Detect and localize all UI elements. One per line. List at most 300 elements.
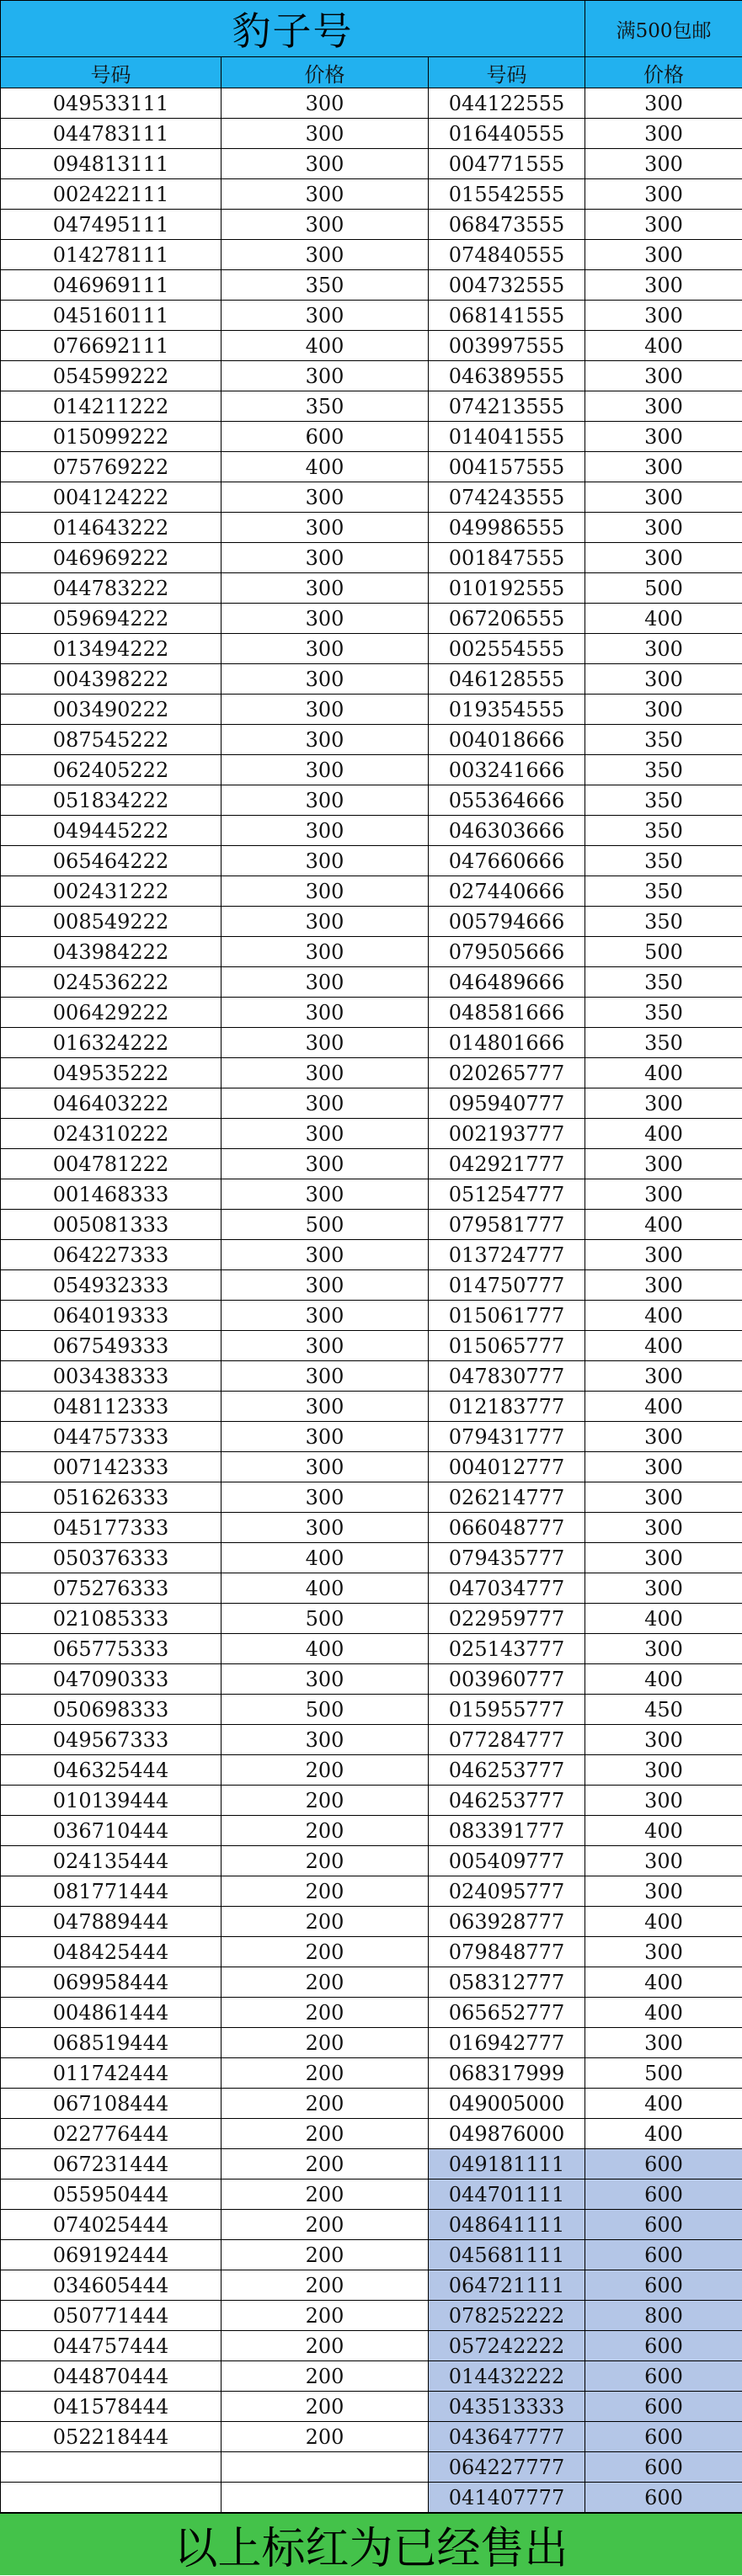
price-cell-left: 200 (222, 2058, 429, 2089)
price-cell-right: 300 (585, 452, 742, 482)
table-row (1, 2270, 742, 2301)
header-number-right: 号码 (429, 57, 585, 88)
price-cell-left: 300 (222, 1452, 429, 1482)
header-price-left: 价格 (222, 57, 429, 88)
table-row (1, 998, 742, 1028)
price-cell-right: 600 (585, 2452, 742, 2483)
number-cell-right: 001847555 (429, 543, 585, 573)
number-cell-right: 079848777 (429, 1937, 585, 1967)
price-cell-left: 300 (222, 119, 429, 149)
price-cell-left: 300 (222, 634, 429, 664)
price-cell-right: 300 (585, 664, 742, 695)
title-row (1, 1, 742, 57)
table-row (1, 210, 742, 240)
table-row (1, 149, 742, 179)
number-cell-right: 003997555 (429, 331, 585, 361)
number-cell-right: 047830777 (429, 1361, 585, 1392)
number-cell-left: 048112333 (1, 1392, 222, 1422)
table-row (1, 1543, 742, 1573)
price-cell-right: 300 (585, 1149, 742, 1179)
price-cell-left: 200 (222, 2089, 429, 2119)
price-cell-left: 200 (222, 1816, 429, 1846)
number-cell-right: 042921777 (429, 1149, 585, 1179)
number-cell-left: 024310222 (1, 1119, 222, 1149)
table-row (1, 2179, 742, 2210)
number-cell-right: 057242222 (429, 2331, 585, 2361)
table-row (1, 1937, 742, 1967)
number-cell-right: 044122555 (429, 88, 585, 119)
number-cell-right: 049181111 (429, 2149, 585, 2179)
table-row (1, 816, 742, 846)
price-cell-right: 400 (585, 1664, 742, 1695)
table-row (1, 2028, 742, 2058)
table-row (1, 2452, 742, 2483)
number-cell-right: 064721111 (429, 2270, 585, 2301)
number-cell-left: 047889444 (1, 1907, 222, 1937)
number-cell-left: 044757444 (1, 2331, 222, 2361)
number-cell-right: 074243555 (429, 482, 585, 513)
price-cell-right: 600 (585, 2392, 742, 2422)
price-cell-left: 400 (222, 452, 429, 482)
number-cell-right: 078252222 (429, 2301, 585, 2331)
number-cell-right: 022959777 (429, 1604, 585, 1634)
price-cell-left: 300 (222, 240, 429, 270)
number-cell-right: 046128555 (429, 664, 585, 695)
number-cell-right: 049005000 (429, 2089, 585, 2119)
table-row (1, 1210, 742, 1240)
number-cell-left: 046969111 (1, 270, 222, 301)
price-cell-left (222, 2452, 429, 2483)
price-cell-right: 300 (585, 210, 742, 240)
price-cell-right: 600 (585, 2210, 742, 2240)
price-cell-right: 400 (585, 1331, 742, 1361)
table-row (1, 361, 742, 391)
number-cell-right: 016440555 (429, 119, 585, 149)
price-cell-right: 400 (585, 604, 742, 634)
table-row (1, 1361, 742, 1392)
table-row (1, 785, 742, 816)
number-cell-left: 011742444 (1, 2058, 222, 2089)
price-cell-left: 300 (222, 573, 429, 604)
price-cell-right: 300 (585, 179, 742, 210)
number-cell-right: 019354555 (429, 695, 585, 725)
price-cell-right: 300 (585, 1240, 742, 1270)
price-cell-left: 300 (222, 1392, 429, 1422)
table-row (1, 2483, 742, 2513)
table-row (1, 1301, 742, 1331)
price-cell-right: 300 (585, 1482, 742, 1513)
number-cell-right: 014750777 (429, 1270, 585, 1301)
number-cell-left: 055950444 (1, 2179, 222, 2210)
price-cell-left: 300 (222, 1664, 429, 1695)
price-cell-left: 300 (222, 664, 429, 695)
number-cell-left: 010139444 (1, 1786, 222, 1816)
price-cell-right: 300 (585, 119, 742, 149)
price-cell-right: 300 (585, 1634, 742, 1664)
price-cell-right: 300 (585, 270, 742, 301)
number-cell-right: 051254777 (429, 1179, 585, 1210)
number-cell-left: 054599222 (1, 361, 222, 391)
table-row (1, 664, 742, 695)
price-cell-left: 400 (222, 1573, 429, 1604)
price-cell-left: 300 (222, 967, 429, 998)
price-cell-left: 300 (222, 725, 429, 755)
number-cell-left: 002422111 (1, 179, 222, 210)
price-cell-right: 400 (585, 1907, 742, 1937)
number-cell-left: 067549333 (1, 1331, 222, 1361)
number-cell-left: 044757333 (1, 1422, 222, 1452)
price-cell-left: 400 (222, 1634, 429, 1664)
price-cell-left: 300 (222, 998, 429, 1028)
number-cell-right: 068473555 (429, 210, 585, 240)
number-cell-left: 002431222 (1, 876, 222, 907)
price-cell-right: 300 (585, 422, 742, 452)
number-cell-right: 074840555 (429, 240, 585, 270)
number-cell-right: 047660666 (429, 846, 585, 876)
number-cell-left: 074025444 (1, 2210, 222, 2240)
price-cell-left: 500 (222, 1604, 429, 1634)
price-cell-right: 300 (585, 634, 742, 664)
number-cell-left: 004861444 (1, 1998, 222, 2028)
price-cell-right: 400 (585, 1998, 742, 2028)
number-cell-left: 067231444 (1, 2149, 222, 2179)
price-cell-right: 300 (585, 1876, 742, 1907)
price-cell-right: 350 (585, 876, 742, 907)
number-cell-right: 046253777 (429, 1786, 585, 1816)
price-cell-left: 300 (222, 1179, 429, 1210)
number-cell-right: 079431777 (429, 1422, 585, 1452)
table-row (1, 2089, 742, 2119)
price-cell-right: 450 (585, 1695, 742, 1725)
table-row (1, 1725, 742, 1755)
price-cell-right: 600 (585, 2331, 742, 2361)
number-cell-right: 015065777 (429, 1331, 585, 1361)
price-cell-right: 600 (585, 2270, 742, 2301)
price-cell-right: 300 (585, 482, 742, 513)
number-cell-left: 064227333 (1, 1240, 222, 1270)
price-cell-left: 300 (222, 1725, 429, 1755)
table-row (1, 755, 742, 785)
number-cell-left: 008549222 (1, 907, 222, 937)
number-cell-left: 004124222 (1, 482, 222, 513)
price-cell-left: 200 (222, 2028, 429, 2058)
price-cell-left: 200 (222, 2301, 429, 2331)
number-cell-left: 094813111 (1, 149, 222, 179)
price-cell-right: 400 (585, 1967, 742, 1998)
number-cell-left: 024135444 (1, 1846, 222, 1876)
number-cell-left: 004781222 (1, 1149, 222, 1179)
number-cell-right: 012183777 (429, 1392, 585, 1422)
number-cell-left: 049567333 (1, 1725, 222, 1755)
number-cell-right: 083391777 (429, 1816, 585, 1846)
number-cell-left: 047090333 (1, 1664, 222, 1695)
table-row (1, 452, 742, 482)
table-row (1, 179, 742, 210)
price-cell-right: 350 (585, 816, 742, 846)
number-cell-left: 062405222 (1, 755, 222, 785)
price-cell-right: 300 (585, 1755, 742, 1786)
price-cell-left: 350 (222, 270, 429, 301)
table-row (1, 119, 742, 149)
number-cell-left: 069958444 (1, 1967, 222, 1998)
number-cell-right: 074213555 (429, 391, 585, 422)
price-cell-left: 300 (222, 876, 429, 907)
number-cell-left: 041578444 (1, 2392, 222, 2422)
price-cell-left: 200 (222, 2149, 429, 2179)
price-cell-left: 300 (222, 482, 429, 513)
table-row (1, 1755, 742, 1786)
number-cell-left (1, 2452, 222, 2483)
price-cell-left: 200 (222, 2331, 429, 2361)
price-cell-right: 300 (585, 361, 742, 391)
number-cell-left: 015099222 (1, 422, 222, 452)
price-cell-right: 600 (585, 2149, 742, 2179)
price-cell-left: 300 (222, 785, 429, 816)
number-cell-left: 014211222 (1, 391, 222, 422)
number-cell-right: 058312777 (429, 1967, 585, 1998)
table-row (1, 2058, 742, 2089)
number-cell-right: 002193777 (429, 1119, 585, 1149)
price-cell-left: 300 (222, 1361, 429, 1392)
price-cell-right: 300 (585, 1513, 742, 1543)
number-cell-left: 069192444 (1, 2240, 222, 2270)
number-cell-left: 051834222 (1, 785, 222, 816)
price-cell-right: 600 (585, 2422, 742, 2452)
table-body (1, 88, 742, 2513)
price-cell-right: 400 (585, 1604, 742, 1634)
number-cell-left: 046403222 (1, 1088, 222, 1119)
price-cell-right: 350 (585, 785, 742, 816)
number-cell-right: 046253777 (429, 1755, 585, 1786)
price-cell-left: 300 (222, 1088, 429, 1119)
table-row (1, 482, 742, 513)
price-cell-left: 300 (222, 179, 429, 210)
price-cell-right: 350 (585, 846, 742, 876)
table-row (1, 2210, 742, 2240)
number-cell-left: 044870444 (1, 2361, 222, 2392)
price-cell-left: 200 (222, 2270, 429, 2301)
number-cell-left: 075276333 (1, 1573, 222, 1604)
table-row (1, 2422, 742, 2452)
table-row (1, 1058, 742, 1088)
price-cell-right: 350 (585, 755, 742, 785)
price-cell-left: 200 (222, 2119, 429, 2149)
number-cell-right: 066048777 (429, 1513, 585, 1543)
table-row (1, 88, 742, 119)
price-cell-right: 400 (585, 2089, 742, 2119)
table-row (1, 2240, 742, 2270)
number-cell-left: 046325444 (1, 1755, 222, 1786)
number-cell-right: 014041555 (429, 422, 585, 452)
table-row (1, 1573, 742, 1604)
number-cell-left: 046969222 (1, 543, 222, 573)
price-cell-left: 300 (222, 937, 429, 967)
number-cell-left: 036710444 (1, 1816, 222, 1846)
price-cell-left: 300 (222, 846, 429, 876)
price-cell-left: 300 (222, 816, 429, 846)
price-cell-right: 350 (585, 1028, 742, 1058)
price-cell-left: 350 (222, 391, 429, 422)
table-row (1, 1482, 742, 1513)
price-cell-left: 300 (222, 513, 429, 543)
table-row (1, 513, 742, 543)
table-row (1, 604, 742, 634)
price-cell-right: 350 (585, 967, 742, 998)
price-cell-right: 300 (585, 1422, 742, 1452)
price-cell-right: 400 (585, 1392, 742, 1422)
number-cell-left: 022776444 (1, 2119, 222, 2149)
table-row (1, 1998, 742, 2028)
table-row (1, 1088, 742, 1119)
price-cell-right: 400 (585, 1058, 742, 1088)
number-cell-left: 065464222 (1, 846, 222, 876)
number-cell-right: 049876000 (429, 2119, 585, 2149)
price-cell-left: 300 (222, 1028, 429, 1058)
header-price-right: 价格 (585, 57, 742, 88)
table-row (1, 1028, 742, 1058)
price-cell-right: 300 (585, 1452, 742, 1482)
price-cell-right: 300 (585, 391, 742, 422)
number-cell-left: 064019333 (1, 1301, 222, 1331)
table-row (1, 725, 742, 755)
number-cell-right: 095940777 (429, 1088, 585, 1119)
price-cell-left: 300 (222, 604, 429, 634)
price-cell-right: 400 (585, 1816, 742, 1846)
number-cell-right: 055364666 (429, 785, 585, 816)
price-cell-left: 200 (222, 1755, 429, 1786)
table-row (1, 907, 742, 937)
price-cell-left: 200 (222, 2179, 429, 2210)
price-cell-right: 300 (585, 149, 742, 179)
number-cell-left: 049533111 (1, 88, 222, 119)
number-cell-right: 004012777 (429, 1452, 585, 1482)
price-cell-right: 300 (585, 1543, 742, 1573)
price-cell-right: 500 (585, 937, 742, 967)
price-cell-right: 800 (585, 2301, 742, 2331)
price-cell-left: 300 (222, 361, 429, 391)
price-cell-left: 200 (222, 1907, 429, 1937)
number-cell-right: 026214777 (429, 1482, 585, 1513)
number-cell-left: 003490222 (1, 695, 222, 725)
price-cell-right: 300 (585, 1786, 742, 1816)
number-cell-left: 068519444 (1, 2028, 222, 2058)
number-cell-left: 081771444 (1, 1876, 222, 1907)
number-cell-right: 063928777 (429, 1907, 585, 1937)
table-row (1, 2361, 742, 2392)
number-cell-right: 004732555 (429, 270, 585, 301)
number-cell-right: 048581666 (429, 998, 585, 1028)
page-title: 豹子号 (1, 1, 585, 57)
price-cell-left: 200 (222, 1786, 429, 1816)
price-cell-left: 300 (222, 210, 429, 240)
price-cell-right: 350 (585, 907, 742, 937)
number-cell-left: 006429222 (1, 998, 222, 1028)
price-cell-left: 400 (222, 331, 429, 361)
number-cell-left: 045177333 (1, 1513, 222, 1543)
header-number-left: 号码 (1, 57, 222, 88)
price-cell-left: 200 (222, 1937, 429, 1967)
table-row (1, 270, 742, 301)
price-cell-left: 200 (222, 2392, 429, 2422)
table-row (1, 1846, 742, 1876)
number-cell-left: 050771444 (1, 2301, 222, 2331)
price-cell-right: 300 (585, 695, 742, 725)
number-cell-left: 013494222 (1, 634, 222, 664)
table-row (1, 391, 742, 422)
price-cell-right: 300 (585, 301, 742, 331)
price-cell-left: 200 (222, 1967, 429, 1998)
price-cell-right: 300 (585, 240, 742, 270)
price-cell-left: 300 (222, 88, 429, 119)
price-cell-left: 200 (222, 2240, 429, 2270)
price-cell-right: 400 (585, 1210, 742, 1240)
number-cell-left: 034605444 (1, 2270, 222, 2301)
table-row (1, 1876, 742, 1907)
number-cell-left: 049535222 (1, 1058, 222, 1088)
table-row (1, 2331, 742, 2361)
number-cell-left: 043984222 (1, 937, 222, 967)
number-cell-left: 051626333 (1, 1482, 222, 1513)
table-row (1, 301, 742, 331)
number-cell-right: 079435777 (429, 1543, 585, 1573)
number-cell-right: 013724777 (429, 1240, 585, 1270)
price-cell-right: 300 (585, 1270, 742, 1301)
price-cell-left: 300 (222, 1301, 429, 1331)
table-row (1, 1907, 742, 1937)
table-row (1, 1179, 742, 1210)
number-cell-right: 004771555 (429, 149, 585, 179)
table-row (1, 1452, 742, 1482)
table-row (1, 2392, 742, 2422)
table-row (1, 1422, 742, 1452)
price-cell-left: 200 (222, 1876, 429, 1907)
number-cell-left: 007142333 (1, 1452, 222, 1482)
table-row (1, 1786, 742, 1816)
price-cell-left: 200 (222, 2361, 429, 2392)
table-row (1, 1392, 742, 1422)
price-cell-left: 300 (222, 1270, 429, 1301)
table-row (1, 2149, 742, 2179)
number-cell-right: 046389555 (429, 361, 585, 391)
price-cell-right: 500 (585, 2058, 742, 2089)
number-cell-right: 048641111 (429, 2210, 585, 2240)
number-cell-left (1, 2483, 222, 2513)
price-cell-right: 300 (585, 1361, 742, 1392)
table-row (1, 1513, 742, 1543)
price-cell-left: 300 (222, 1240, 429, 1270)
number-cell-right: 079581777 (429, 1210, 585, 1240)
price-cell-right: 300 (585, 1937, 742, 1967)
number-cell-left: 075769222 (1, 452, 222, 482)
price-cell-right: 300 (585, 2028, 742, 2058)
number-cell-left: 001468333 (1, 1179, 222, 1210)
sold-notice-footer: 以上标红为已经售出 (0, 2513, 742, 2575)
table-row (1, 1816, 742, 1846)
table-row (1, 1240, 742, 1270)
table-row (1, 876, 742, 907)
table-row (1, 1604, 742, 1634)
number-cell-right: 046489666 (429, 967, 585, 998)
price-cell-left: 300 (222, 1331, 429, 1361)
number-cell-left: 003438333 (1, 1361, 222, 1392)
number-cell-left: 050698333 (1, 1695, 222, 1725)
number-cell-right: 047034777 (429, 1573, 585, 1604)
price-cell-left: 200 (222, 2422, 429, 2452)
number-cell-left: 005081333 (1, 1210, 222, 1240)
price-cell-right: 400 (585, 2119, 742, 2149)
price-cell-right: 300 (585, 1179, 742, 1210)
price-cell-right: 300 (585, 513, 742, 543)
